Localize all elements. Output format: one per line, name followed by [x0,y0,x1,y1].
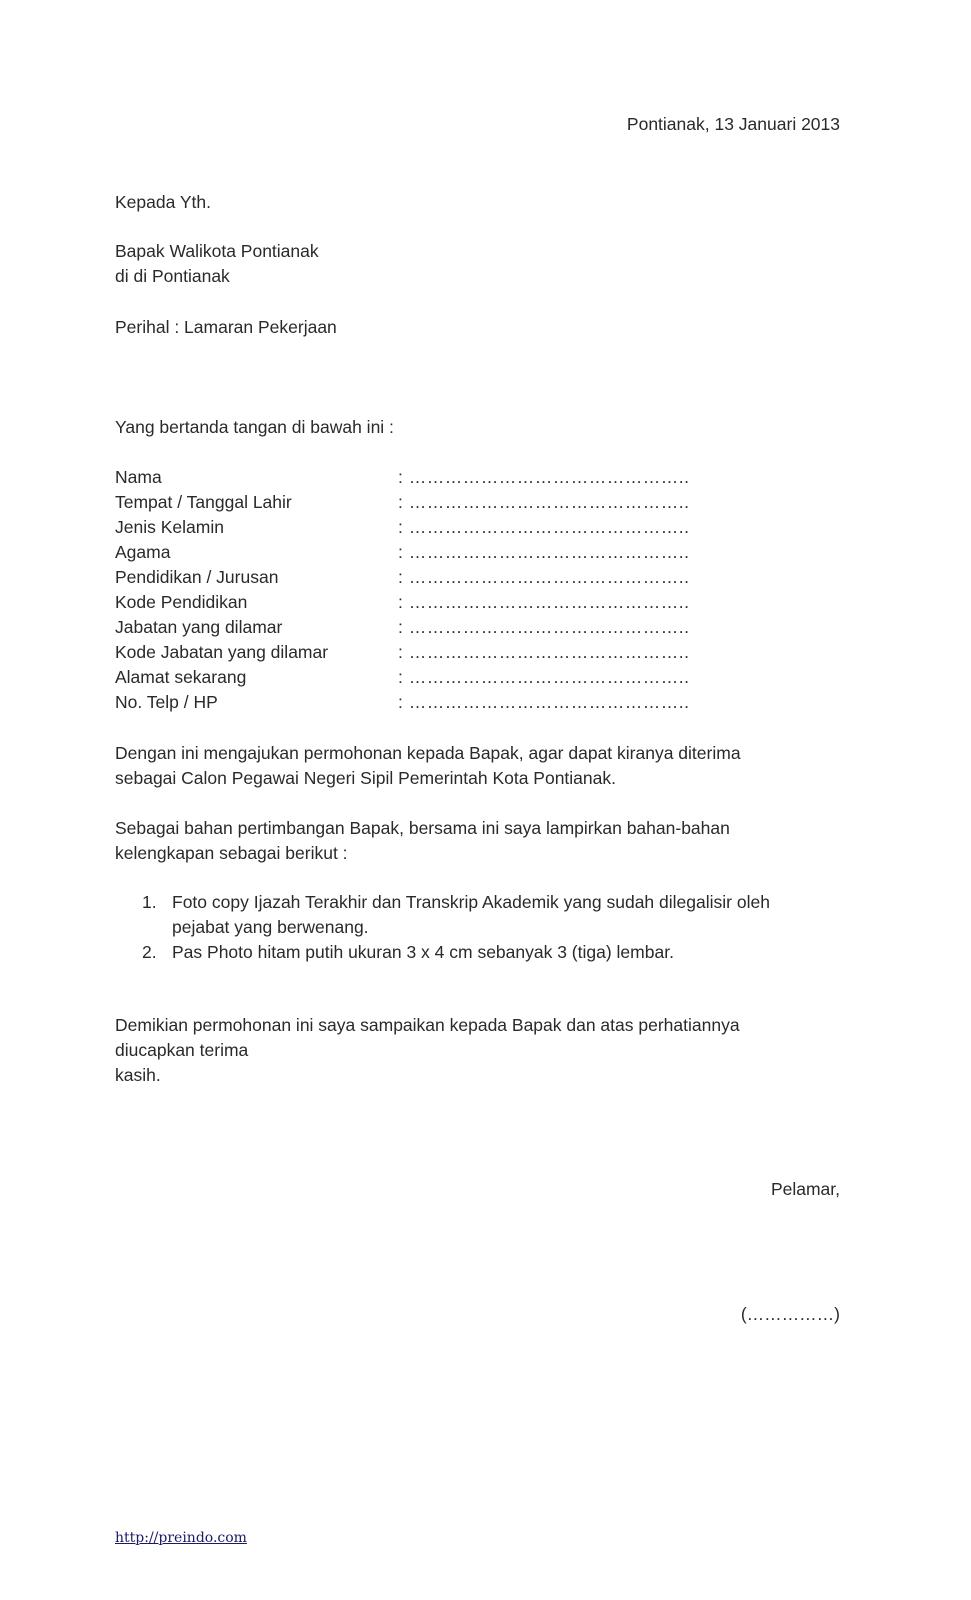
list-item-text-continued: pejabat yang berwenang. [172,917,369,937]
footer-link[interactable]: http://preindo.com [115,1530,247,1546]
field-label-telp: No. Telp / HP [115,692,218,712]
paragraph-1-line-2: sebagai Calon Pegawai Negeri Sipil Pemerintah Kota Pontianak. [115,768,616,788]
closing-line-1: Demikian permohonan ini saya sampaikan kepada Bapak dan atas perhatiannya [115,1015,740,1035]
salutation: Kepada Yth. [115,192,212,212]
field-label-jabatan: Jabatan yang dilamar [115,617,283,637]
signature-name-placeholder: (……………) [740,1304,840,1324]
field-value-kode-jabatan: : ……………………………………….. [398,642,690,662]
field-value-telp: : ……………………………………….. [398,692,690,712]
recipient-line-2: di di Pontianak [115,266,230,286]
field-label-alamat: Alamat sekarang [115,667,247,687]
field-label-kode-pendidikan: Kode Pendidikan [115,592,248,612]
paragraph-1-line-1: Dengan ini mengajukan permohonan kepada Bapak, agar dapat kiranya diterima [115,743,741,763]
list-item-number: 1. [142,892,157,912]
field-value-tempat-tanggal-lahir: : ……………………………………….. [398,492,690,512]
paragraph-2-line-2: kelengkapan sebagai berikut : [115,843,348,863]
list-item-text: Foto copy Ijazah Terakhir dan Transkrip Akademik yang sudah dilegalisir oleh [172,892,770,912]
field-label-jenis-kelamin: Jenis Kelamin [115,517,224,537]
intro: Yang bertanda tangan di bawah ini : [115,417,394,437]
field-label-agama: Agama [115,542,171,562]
field-label-tempat-tanggal-lahir: Tempat / Tanggal Lahir [115,492,292,512]
field-value-nama: : ……………………………………….. [398,467,690,487]
field-label-kode-jabatan: Kode Jabatan yang dilamar [115,642,329,662]
field-value-alamat: : ……………………………………….. [398,667,690,687]
place-date: Pontianak, 13 Januari 2013 [626,114,840,134]
subject: Perihal : Lamaran Pekerjaan [115,317,337,337]
field-value-agama: : ……………………………………….. [398,542,690,562]
field-label-nama: Nama [115,467,162,487]
field-value-jabatan: : ……………………………………….. [398,617,690,637]
field-value-kode-pendidikan: : ……………………………………….. [398,592,690,612]
closing-line-3: kasih. [115,1065,161,1085]
signature-label: Pelamar, [770,1179,840,1199]
field-value-pendidikan: : ……………………………………….. [398,567,690,587]
closing-line-2: diucapkan terima [115,1040,249,1060]
list-item-text: Pas Photo hitam putih ukuran 3 x 4 cm sebanyak 3 (tiga) lembar. [172,942,674,962]
paragraph-2-line-1: Sebagai bahan pertimbangan Bapak, bersama ini saya lampirkan bahan-bahan [115,818,730,838]
recipient-line-1: Bapak Walikota Pontianak [115,241,319,261]
field-value-jenis-kelamin: : ……………………………………….. [398,517,690,537]
list-item-number: 2. [142,942,157,962]
field-label-pendidikan: Pendidikan / Jurusan [115,567,279,587]
